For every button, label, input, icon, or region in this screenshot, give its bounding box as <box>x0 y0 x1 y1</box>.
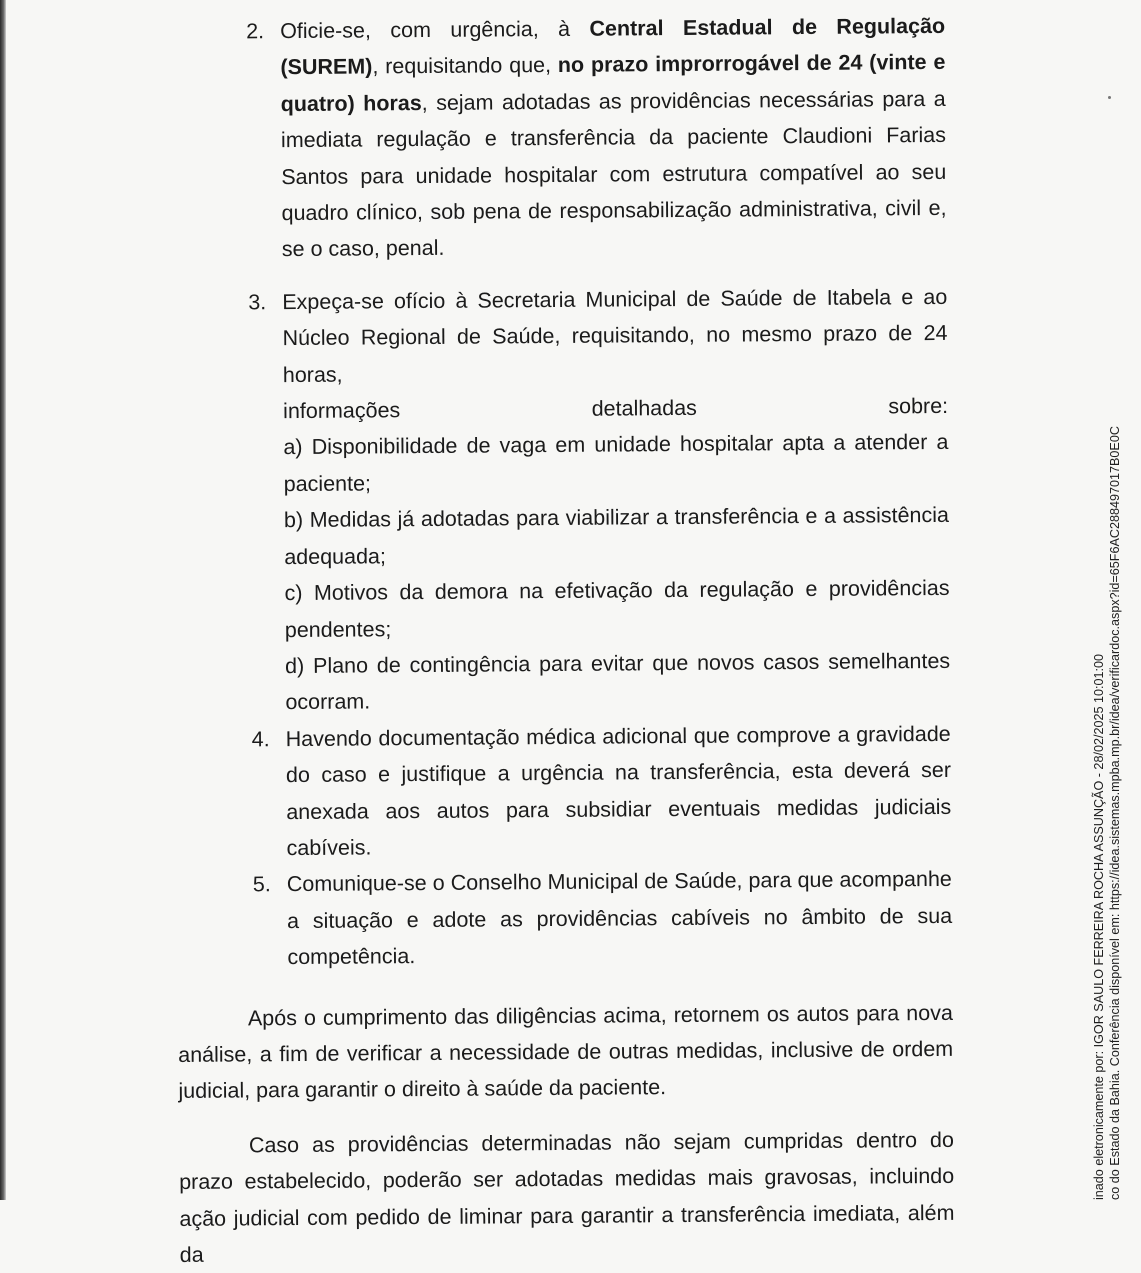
item-3-lead: Expeça-se ofício à Secretaria Municipal de Saúde de Itabela e ao Núcleo Regional de Saúde, requisitando, no mesmo prazo de 24 horas, <box>282 284 948 387</box>
spread-word: informações <box>283 398 401 424</box>
list-item-3 <box>172 279 950 722</box>
scan-speck <box>1108 96 1111 99</box>
list-item-5 <box>177 861 953 976</box>
paragraph-after-diligences: Após o cumprimento das diligências acima, retornem os autos para nova análise, a fim de verificar a necessidade de outras medidas, inclusive de ordem judicial, para garantir o direito à saúde da paciente. <box>178 1000 954 1104</box>
signature-line-1: inado eletronicamente por: IGOR SAULO FERREIRA ROCHA ASSUNÇÃO - 28/02/2025 10:01:00 <box>1092 654 1106 1200</box>
signature-line-2: co do Estado da Bahia. Conferência disponível em: https://idea.sistemas.mpba.mp.br/idea/verificardoc.aspx?id=65F6AC288497017B0E0C <box>1107 426 1122 1200</box>
document-body <box>170 8 955 1273</box>
item-2-text-2: , requisitando que, <box>372 53 558 79</box>
item-2-text-1: Oficie-se, com urgência, à <box>280 16 590 44</box>
subitem-a: a) Disponibilidade de vaga em unidade hospitalar apta a atender a paciente; <box>283 430 949 496</box>
item-2-bold-deadline: no prazo improrrogável de 24 (vinte e quatro) horas <box>280 50 946 116</box>
spread-word: detalhadas <box>591 395 697 421</box>
list-item-2 <box>170 8 947 269</box>
paragraph-noncompliance: Caso as providências determinadas não sejam cumpridas dentro do prazo estabelecido, poderão ser adotadas medidas mais gravosas, incluindo ação judicial com pedido de liminar para garantir a transferência imediata, além da <box>179 1127 955 1267</box>
item-3-spread-line <box>283 388 948 430</box>
list-item-4 <box>176 716 952 868</box>
item-2-bold-agency: Central Estadual de Regulação (SUREM) <box>280 13 946 80</box>
list-number: 4. <box>251 726 270 752</box>
item-2-text-3: , sejam adotadas as providências necessárias para a imediata regulação e transferência da paciente Claudioni Farias Santos para unidade hospitalar com estrutura compatível ao seu quadro clínico, sob pena de responsabilização administrativa, civil e, se o caso, penal. <box>280 86 947 262</box>
subitem-c: c) Motivos da demora na efetivação da regulação e providências pendentes; <box>284 575 950 642</box>
subitem-d: d) Plano de contingência para evitar que novos casos semelhantes ocorram. <box>285 648 951 715</box>
list-number: 3. <box>248 290 267 315</box>
electronic-signature-stamp <box>1092 240 1123 1200</box>
list-number: 2. <box>246 19 265 44</box>
item-5-text: Comunique-se o Conselho Municipal de Saúde, para que acompanhe a situação e adote as providências cabíveis no âmbito de sua competência. <box>286 867 953 970</box>
spread-word: sobre: <box>888 393 949 419</box>
subitem-b: b) Medidas já adotadas para viabilizar a transferência e a assistência adequada; <box>283 503 950 569</box>
list-number: 5. <box>252 872 271 897</box>
item-4-text: Havendo documentação médica adicional que comprove a gravidade do caso e justifique a urgência na transferência, esta deverá ser anexada aos autos para subsidiar eventuais medidas judiciais cabíveis. <box>285 721 952 861</box>
